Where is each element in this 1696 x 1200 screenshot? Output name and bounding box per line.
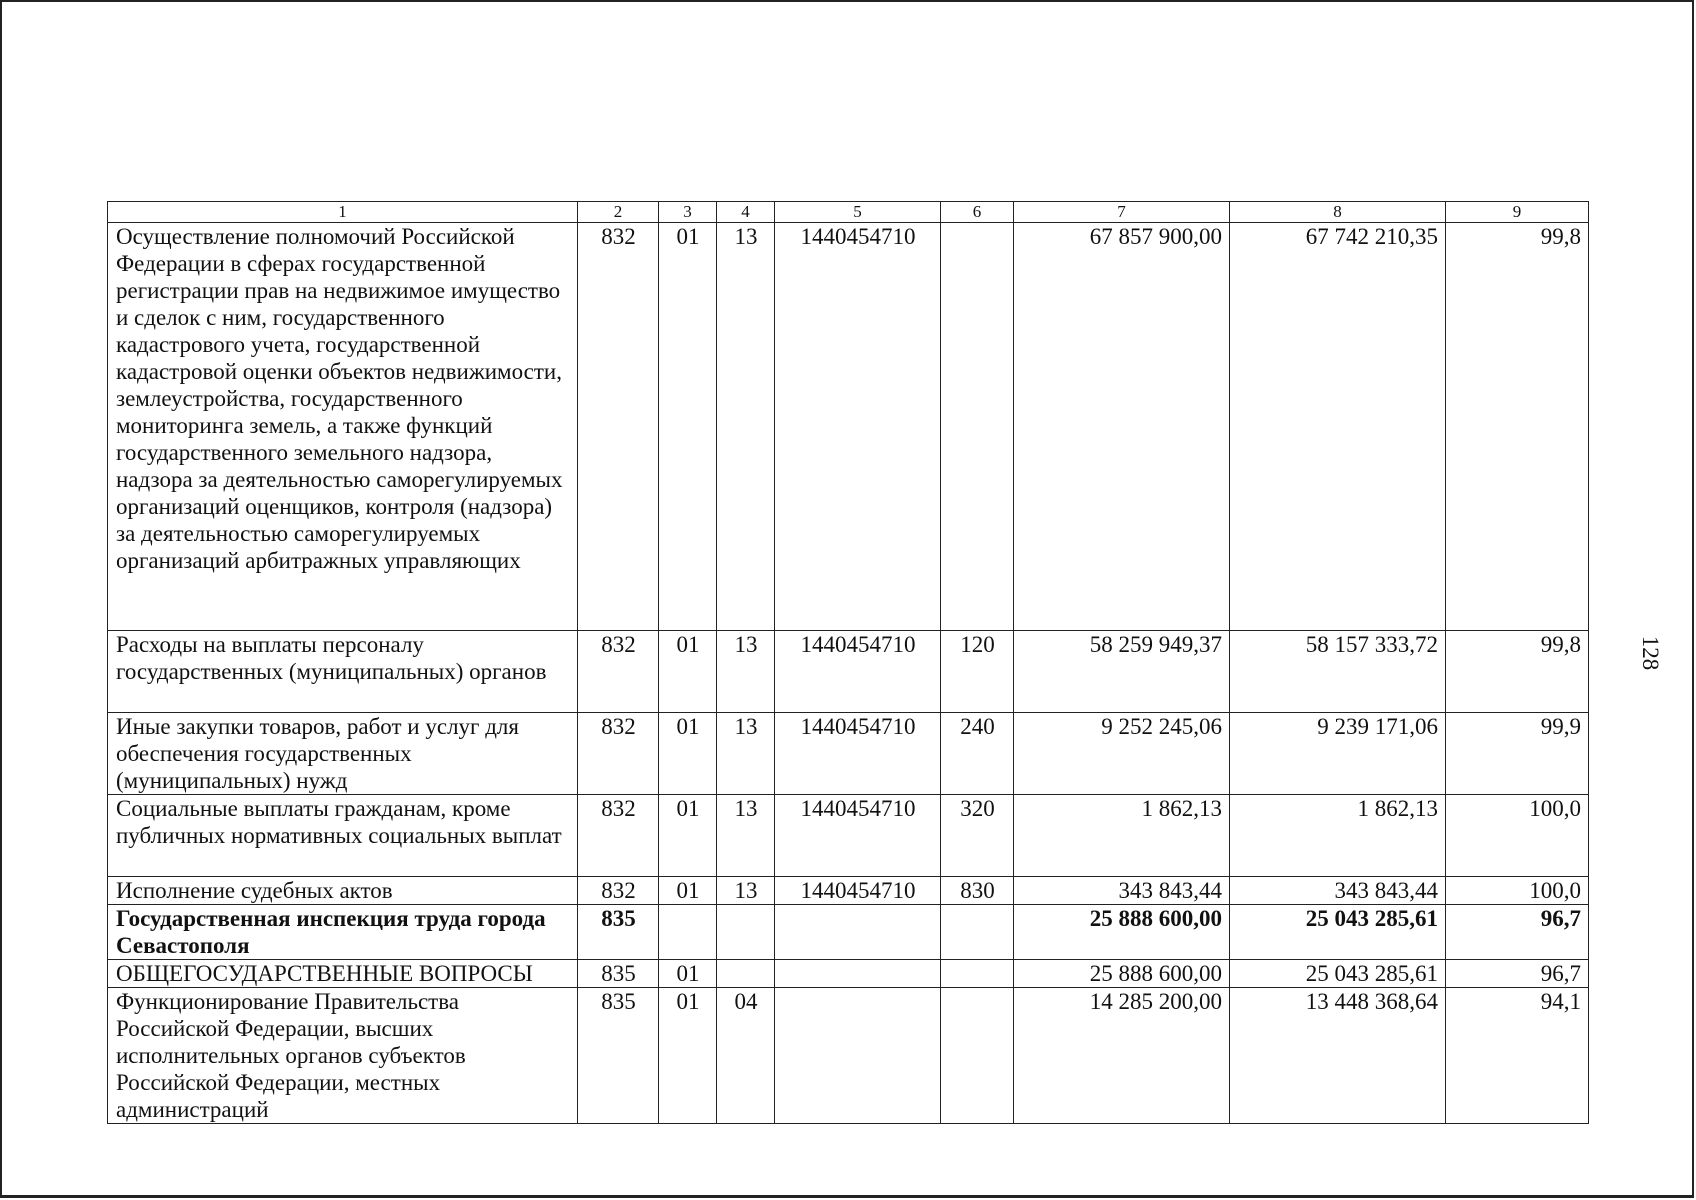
planned-amount-cell: 67 857 900,00 [1014, 223, 1230, 631]
row-name-cell: Иные закупки товаров, работ и услуг для обеспечения государственных (муниципальных) нужд [108, 713, 578, 795]
budget-table [107, 201, 1589, 1124]
table-row [108, 988, 1589, 1124]
subsection-cell: 13 [717, 795, 775, 877]
admin-code-cell: 835 [578, 988, 659, 1124]
row-name-cell: ОБЩЕГОСУДАРСТВЕННЫЕ ВОПРОСЫ [108, 960, 578, 988]
expense-type-cell [941, 988, 1014, 1124]
table-row [108, 795, 1589, 877]
expense-type-cell: 830 [941, 877, 1014, 905]
subsection-cell: 13 [717, 631, 775, 713]
section-cell [659, 905, 717, 960]
planned-amount-cell: 58 259 949,37 [1014, 631, 1230, 713]
percent-cell: 96,7 [1446, 960, 1589, 988]
admin-code-cell: 835 [578, 960, 659, 988]
actual-amount-cell: 9 239 171,06 [1230, 713, 1446, 795]
actual-amount-cell: 343 843,44 [1230, 877, 1446, 905]
target-article-cell [775, 960, 941, 988]
percent-cell: 99,9 [1446, 713, 1589, 795]
table-row [108, 631, 1589, 713]
percent-cell: 94,1 [1446, 988, 1589, 1124]
table-row [108, 713, 1589, 795]
subsection-cell [717, 905, 775, 960]
column-header: 4 [717, 202, 775, 223]
row-name-cell: Государственная инспекция труда города Севастополя [108, 905, 578, 960]
expense-type-cell [941, 223, 1014, 631]
planned-amount-cell: 14 285 200,00 [1014, 988, 1230, 1124]
column-header: 3 [659, 202, 717, 223]
target-article-cell: 1440454710 [775, 877, 941, 905]
table-row [108, 905, 1589, 960]
table-row [108, 877, 1589, 905]
admin-code-cell: 832 [578, 795, 659, 877]
actual-amount-cell: 58 157 333,72 [1230, 631, 1446, 713]
actual-amount-cell: 25 043 285,61 [1230, 905, 1446, 960]
admin-code-cell: 832 [578, 631, 659, 713]
page-number: 128 [1638, 635, 1663, 671]
admin-code-cell: 835 [578, 905, 659, 960]
section-cell: 01 [659, 988, 717, 1124]
column-header: 1 [108, 202, 578, 223]
admin-code-cell: 832 [578, 877, 659, 905]
column-header: 8 [1230, 202, 1446, 223]
actual-amount-cell: 1 862,13 [1230, 795, 1446, 877]
target-article-cell: 1440454710 [775, 713, 941, 795]
row-name-cell: Расходы на выплаты персоналу государственных (муниципальных) органов [108, 631, 578, 713]
section-cell: 01 [659, 877, 717, 905]
row-name-cell: Исполнение судебных актов [108, 877, 578, 905]
expense-type-cell: 240 [941, 713, 1014, 795]
section-cell: 01 [659, 631, 717, 713]
planned-amount-cell: 25 888 600,00 [1014, 905, 1230, 960]
percent-cell: 96,7 [1446, 905, 1589, 960]
column-header: 5 [775, 202, 941, 223]
actual-amount-cell: 13 448 368,64 [1230, 988, 1446, 1124]
percent-cell: 99,8 [1446, 223, 1589, 631]
planned-amount-cell: 25 888 600,00 [1014, 960, 1230, 988]
target-article-cell [775, 988, 941, 1124]
column-number-row [108, 202, 1589, 223]
table-row [108, 223, 1589, 631]
planned-amount-cell: 343 843,44 [1014, 877, 1230, 905]
subsection-cell [717, 960, 775, 988]
section-cell: 01 [659, 713, 717, 795]
admin-code-cell: 832 [578, 713, 659, 795]
row-name-cell: Социальные выплаты гражданам, кроме публичных нормативных социальных выплат [108, 795, 578, 877]
subsection-cell: 13 [717, 877, 775, 905]
subsection-cell: 04 [717, 988, 775, 1124]
subsection-cell: 13 [717, 713, 775, 795]
target-article-cell: 1440454710 [775, 795, 941, 877]
expense-type-cell [941, 960, 1014, 988]
admin-code-cell: 832 [578, 223, 659, 631]
column-header: 7 [1014, 202, 1230, 223]
planned-amount-cell: 1 862,13 [1014, 795, 1230, 877]
percent-cell: 99,8 [1446, 631, 1589, 713]
percent-cell: 100,0 [1446, 877, 1589, 905]
table-row [108, 960, 1589, 988]
expense-type-cell [941, 905, 1014, 960]
expense-type-cell: 320 [941, 795, 1014, 877]
row-name-cell: Осуществление полномочий Российской Федерации в сферах государственной регистрации прав на недвижимое имущество и сделок с ним, государственного кадастрового учета, государственной кадастровой оценки объектов недвижимости, землеустройства, государственного мониторинга земель, а также функций государственного земельного надзора, надзора за деятельностью саморегулируемых организаций оценщиков, контроля (надзора) за деятельностью саморегулируемых организаций арбитражных управляющих [108, 223, 578, 631]
column-header: 9 [1446, 202, 1589, 223]
actual-amount-cell: 67 742 210,35 [1230, 223, 1446, 631]
percent-cell: 100,0 [1446, 795, 1589, 877]
row-name-cell: Функционирование Правительства Российской Федерации, высших исполнительных органов субъектов Российской Федерации, местных администраций [108, 988, 578, 1124]
section-cell: 01 [659, 795, 717, 877]
section-cell: 01 [659, 960, 717, 988]
subsection-cell: 13 [717, 223, 775, 631]
column-header: 2 [578, 202, 659, 223]
section-cell: 01 [659, 223, 717, 631]
column-header: 6 [941, 202, 1014, 223]
planned-amount-cell: 9 252 245,06 [1014, 713, 1230, 795]
target-article-cell [775, 905, 941, 960]
actual-amount-cell: 25 043 285,61 [1230, 960, 1446, 988]
expense-type-cell: 120 [941, 631, 1014, 713]
target-article-cell: 1440454710 [775, 223, 941, 631]
target-article-cell: 1440454710 [775, 631, 941, 713]
